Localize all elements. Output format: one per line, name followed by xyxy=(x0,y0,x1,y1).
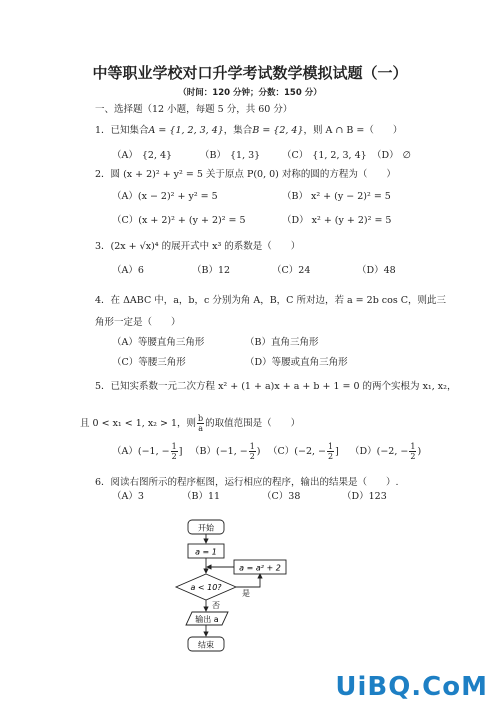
question-6: 6．阅读右图所示的程序框图，运行相应的程序，输出的结果是（ ）. xyxy=(95,477,399,488)
flowchart-init-label: a = 1 xyxy=(195,547,217,557)
q6-option-b: （B）11 xyxy=(182,491,221,502)
section-heading: 一、选择题（12 小题，每题 5 分，共 60 分） xyxy=(95,104,293,115)
q5-option-b xyxy=(190,442,261,461)
q5-option-a-pre: (−1, − xyxy=(137,446,170,457)
q5-option-a-den: 2 xyxy=(171,452,177,461)
q5-option-b-fraction xyxy=(249,442,256,461)
q4-option-c: （C）等腰三角形 xyxy=(112,357,186,368)
q5-option-c-num: 1 xyxy=(328,442,334,451)
q5-option-d-post: ) xyxy=(417,446,422,457)
q5-option-a-fraction xyxy=(171,442,178,461)
question-2: 2．圆 (x + 2)² + y² = 5 关于原点 P(0, 0) 对称的圆的方程为（ ） xyxy=(95,169,396,180)
q5-fraction-numerator: b xyxy=(198,414,204,423)
q5-option-b-num: 1 xyxy=(249,442,255,451)
flowchart-output-label: 输出 a xyxy=(195,615,219,624)
flowchart-start-label: 开始 xyxy=(198,523,214,533)
q1-set-a: A = {1, 2, 3, 4} xyxy=(148,125,224,136)
flowchart-update-label: a = a² + 2 xyxy=(239,563,281,573)
q2-option-a: （A）(x − 2)² + y² = 5 xyxy=(112,191,218,202)
q5-option-c-fraction xyxy=(327,442,334,461)
q5-option-d-den: 2 xyxy=(410,452,416,461)
q5-option-d-fraction xyxy=(409,442,416,461)
flowchart-yes-label: 是 xyxy=(242,589,250,598)
q1-option-b xyxy=(200,149,260,162)
q5-option-b-den: 2 xyxy=(249,452,255,461)
q1-option-d-label: （D） xyxy=(372,150,399,161)
question-5-line-2 xyxy=(80,414,300,433)
q5-option-d-pre: (−2, − xyxy=(376,446,409,457)
page-title: 中等职业学校对口升学考试数学模拟试题（一） xyxy=(92,64,408,82)
q5-condition: 且 0 < x₁ < 1, x₂ > 1，则 xyxy=(80,418,197,429)
q5-option-c-den: 2 xyxy=(328,452,334,461)
q5-option-a-num: 1 xyxy=(171,442,177,451)
q6-option-c: （C）38 xyxy=(262,491,301,502)
q5-option-a-label: （A） xyxy=(112,446,138,457)
q3-option-a: （A）6 xyxy=(112,265,144,276)
q5-option-d-label: （D） xyxy=(350,446,377,457)
q1-set-b: B = {2, 4} xyxy=(252,125,304,136)
q1-option-d xyxy=(372,149,411,162)
q2-option-b: （B） x² + (y − 2)² = 5 xyxy=(282,191,391,202)
q3-option-b: （B）12 xyxy=(192,265,231,276)
question-3: 3．(2x + √x)⁴ 的展开式中 x³ 的系数是（ ） xyxy=(95,241,301,252)
q1-stem-c: ，则 A ∩ B =（ ） xyxy=(303,125,403,136)
q5-option-b-label: （B） xyxy=(190,446,216,457)
q4-option-a: （A）等腰直角三角形 xyxy=(112,337,205,348)
q5-option-c-label: （C） xyxy=(268,446,295,457)
question-5-line-1: 5．已知实系数一元二次方程 x² + (1 + a)x + a + b + 1 = 0 的两个实根为 x₁, x₂， xyxy=(95,381,457,392)
q6-option-d: （D）123 xyxy=(342,491,387,502)
q5-option-b-post: ) xyxy=(256,446,261,457)
flowchart-condition-label: a < 10? xyxy=(190,583,222,592)
q1-option-d-value: ∅ xyxy=(402,150,411,161)
q5-fraction xyxy=(197,414,204,433)
q1-option-c-value: {1, 2, 3, 4} xyxy=(312,150,367,161)
q2-option-c: （C）(x + 2)² + (y + 2)² = 5 xyxy=(112,215,246,226)
q2-option-d: （D） x² + (y + 2)² = 5 xyxy=(282,215,392,226)
q5-option-d xyxy=(350,442,421,461)
q5-option-c xyxy=(268,442,339,461)
q5-option-c-pre: (−2, − xyxy=(294,446,326,457)
question-1 xyxy=(95,124,402,137)
q1-option-a-label: （A） xyxy=(112,150,138,161)
question-4-line-1: 4．在 ΔABC 中，a，b，c 分别为角 A，B，C 所对边，若 a = 2b cos C，则此三 xyxy=(95,295,446,306)
flowchart-yes-arrow xyxy=(236,574,260,587)
watermark-logo: UiBQ.CoM xyxy=(335,672,488,702)
q3-option-d: （D）48 xyxy=(357,265,396,276)
q1-option-b-value: {1, 3} xyxy=(229,150,261,161)
flowchart xyxy=(160,512,300,662)
q5-stem-end: 的取值范围是（ ） xyxy=(205,418,301,429)
q4-option-d: （D）等腰或直角三角形 xyxy=(245,357,348,368)
q1-option-b-label: （B） xyxy=(200,150,226,161)
q1-option-c-label: （C） xyxy=(282,150,309,161)
q1-option-c xyxy=(282,149,367,162)
q5-option-b-pre: (−1, − xyxy=(215,446,248,457)
q3-option-c: （C）24 xyxy=(272,265,311,276)
q5-option-d-num: 1 xyxy=(410,442,416,451)
q1-stem-a: 1．已知集合 xyxy=(95,125,149,136)
q5-option-c-post: ] xyxy=(335,446,339,457)
exam-info: （时间：120 分钟；分数：150 分） xyxy=(178,88,322,98)
question-4-line-2: 角形一定是（ ） xyxy=(95,317,181,328)
q5-fraction-denominator: a xyxy=(198,424,203,433)
flowchart-no-label: 否 xyxy=(212,601,220,610)
q5-option-a-post: ] xyxy=(178,446,183,457)
q1-option-a xyxy=(112,149,172,162)
q5-option-a xyxy=(112,442,182,461)
q6-option-a: （A）3 xyxy=(112,491,144,502)
q1-stem-b: ，集合 xyxy=(223,125,253,136)
flowchart-end-label: 结束 xyxy=(198,640,214,650)
q4-option-b: （B）直角三角形 xyxy=(245,337,319,348)
q1-option-a-value: {2, 4} xyxy=(141,150,173,161)
